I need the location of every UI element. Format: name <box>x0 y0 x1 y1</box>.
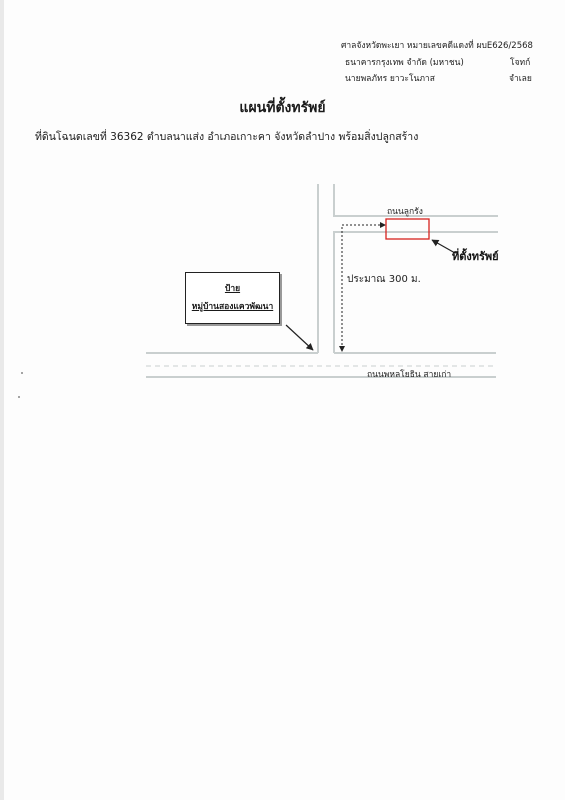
page-title: แผนที่ตั้งทรัพย์ <box>239 100 326 116</box>
plaintiff-role: โจทก์ <box>510 58 531 68</box>
route-arrow-head-bottom <box>339 346 345 352</box>
dirt-road-label: ถนนลูกรัง <box>387 207 423 217</box>
sign-pointer-arrow <box>286 325 313 350</box>
defendant-role: จำเลย <box>509 74 532 84</box>
property-box <box>386 219 429 239</box>
scan-speck <box>21 372 23 374</box>
sign-title: ป้าย <box>224 284 241 294</box>
main-road-label: ถนนพหลโยธิน สายเก่า <box>367 370 452 380</box>
sign-village-name: หมู่บ้านสองแควพัฒนา <box>191 302 274 312</box>
property-description: ที่ดินโฉนดเลขที่ 36362 ตำบลนาแส่ง อำเภอเกาะคา จังหวัดลำปาง พร้อมสิ่งปลูกสร้าง <box>35 131 419 143</box>
route-path <box>342 225 384 350</box>
distance-label: ประมาณ 300 ม. <box>347 274 421 285</box>
scan-speck <box>18 396 20 398</box>
village-sign <box>185 272 280 324</box>
plaintiff-name: ธนาคารกรุงเทพ จำกัด (มหาชน) <box>345 58 464 68</box>
defendant-name: นายพลภัทร ยาวะโนภาส <box>345 74 435 84</box>
route-arrow-head-top <box>380 222 386 228</box>
court-case-line: ศาลจังหวัดพะเยา หมายเลขคดีแดงที่ ผบE626/2568 <box>341 41 533 51</box>
property-location-label: ที่ตั้งทรัพย์ <box>452 250 499 263</box>
